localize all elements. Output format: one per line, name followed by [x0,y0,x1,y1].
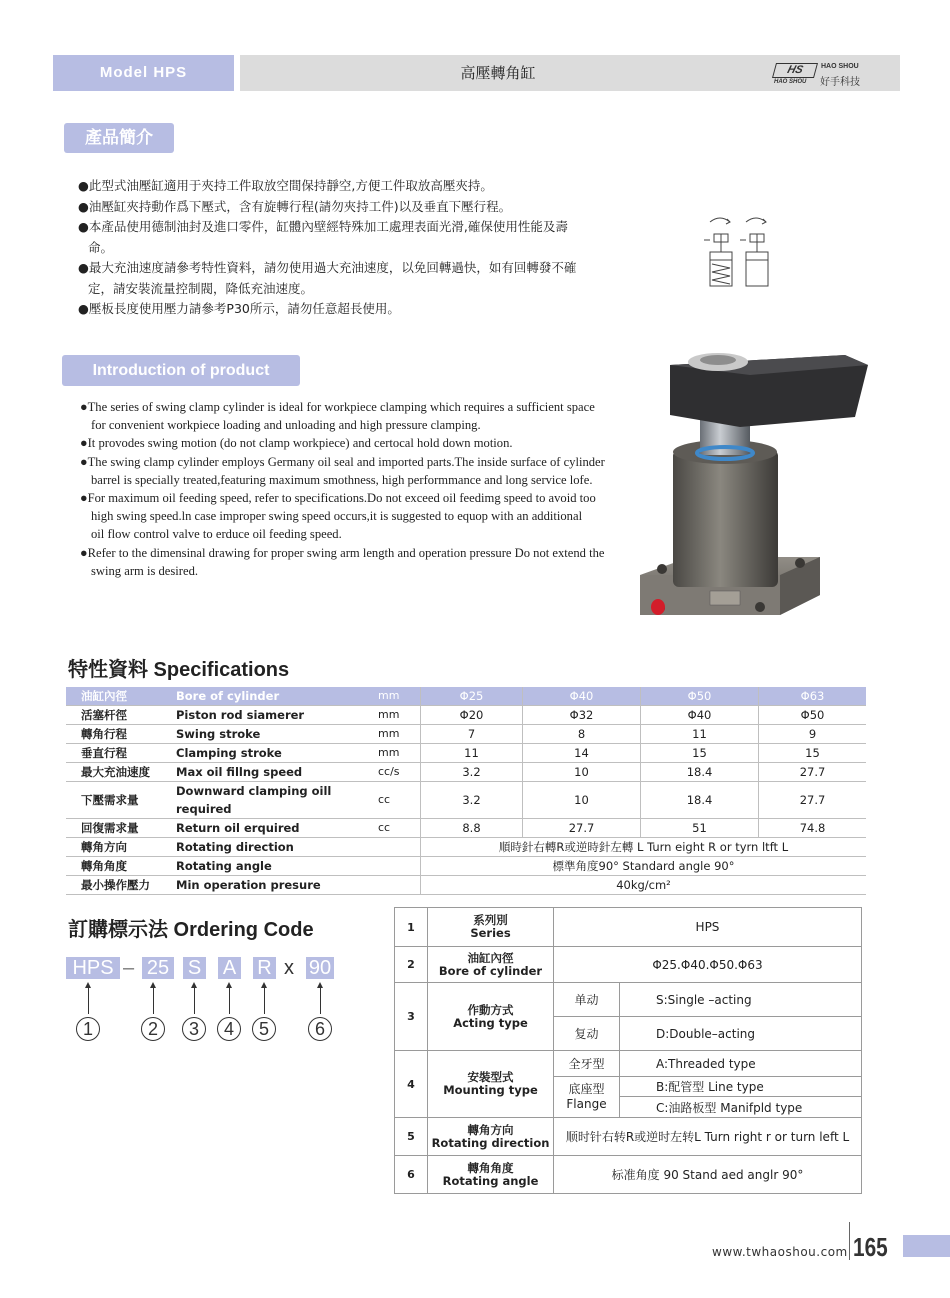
spec-value: 15 [759,744,867,763]
ordering-row [395,947,862,983]
ordering-value: Φ25.Φ40.Φ50.Φ63 [554,947,862,983]
spec-label-en: Return oil erquired [176,819,378,838]
spec-value: 74.8 [759,819,867,838]
code-dash: – [123,957,135,979]
intro-zh-item: ●油壓缸夾持動作爲下壓式，含有旋轉行程(請勿夾持工件)以及垂直下壓行程。 [78,198,512,214]
spec-label-zh: 垂直行程 [66,744,176,763]
logo-en: HAO SHOU [821,63,859,70]
ordering-sub: 底座型 [568,1082,605,1096]
ordering-value: 顺时针右转R或逆时左转L Turn right r or turn left L [554,1118,862,1156]
arrow-up-icon [194,986,195,1014]
spec-bore: Φ25 [421,687,523,706]
ordering-name-en: Mounting type [443,1083,538,1097]
spec-value: 51 [641,819,759,838]
spec-bore: Φ50 [641,687,759,706]
logo-sub: HAO SHOU [774,79,807,85]
spec-label-en: Swing stroke [176,725,378,744]
spec-bore: Φ40 [523,687,641,706]
spec-value: 27.7 [759,782,867,819]
spec-unit: mm [378,744,421,763]
ordering-option: A:Threaded type [620,1051,862,1077]
spec-value: 11 [641,725,759,744]
code-mounting: A [218,957,241,979]
intro-zh-heading: 產品簡介 [64,123,174,153]
spec-label-en: Rotating direction [176,838,378,857]
spec-value: 18.4 [641,763,759,782]
spec-label-zh: 轉角角度 [66,857,176,876]
spec-label-zh: 回復需求量 [66,819,176,838]
ordering-row [395,1118,862,1156]
code-angle: 90 [306,957,334,979]
model-label: Model HPS [53,55,234,91]
intro-en-heading: Introduction of product [62,355,300,386]
spec-value: 3.2 [421,782,523,819]
spec-label-en: Max oil fillng speed [176,763,378,782]
spec-label-zh: 活塞杆徑 [66,706,176,725]
code-acting: S [183,957,206,979]
ordering-option: S:Single –acting [620,983,862,1017]
spec-value: 8 [523,725,641,744]
spec-value: 40kg/cm² [421,876,867,895]
spec-label-en: Bore of cylinder [176,687,378,706]
intro-en-item: ●Refer to the dimensinal drawing for proper swing arm length and operation pressure Do not extend the swing arm is desired. [80,545,605,578]
spec-label-zh: 下壓需求量 [66,782,176,819]
specs-table [66,687,866,895]
spec-value: 10 [523,782,641,819]
spec-value: 7 [421,725,523,744]
specs-header-row [66,687,866,706]
spec-value: 10 [523,763,641,782]
code-index-circle: 6 [308,1017,332,1041]
ordering-value: 标准角度 90 Stand aed anglr 90° [554,1156,862,1194]
code-index-circle: 4 [217,1017,241,1041]
ordering-name-zh: 安裝型式 [467,1070,514,1084]
ordering-name-zh: 油缸內徑 [467,950,514,965]
logo-zh: 好手科技 [820,77,860,88]
ordering-option: C:油路板型 Manifpld type [620,1097,862,1118]
ordering-name-zh: 作動方式 [467,1002,514,1017]
intro-en-list [80,398,610,580]
spec-row [66,763,866,782]
swing-clamp-cylinder-image [630,345,875,650]
spec-value: 18.4 [641,782,759,819]
spec-value: Φ40 [641,706,759,725]
ordering-name-zh: 轉角角度 [467,1160,514,1175]
spec-row [66,706,866,725]
spec-row [66,876,866,895]
spec-value: 27.7 [759,763,867,782]
ordering-num: 2 [395,947,428,983]
spec-value: 8.8 [421,819,523,838]
spec-unit: mm [378,687,421,706]
spec-unit: cc [378,782,421,819]
spec-label-zh: 最小操作壓力 [66,876,176,895]
ordering-option: B:配管型 Line type [620,1077,862,1097]
code-bore: 25 [142,957,174,979]
ordering-num: 6 [395,1156,428,1194]
arrow-up-icon [229,986,230,1014]
intro-zh-item: ●最大充油速度請參考特性資料，請勿使用過大充油速度，以免回轉過快，如有回轉發不確定，請安裝流量控制閥，降低充油速度。 [78,260,577,296]
spec-unit: cc/s [378,763,421,782]
spec-row [66,857,866,876]
ordering-sub-en: Flange [566,1097,607,1111]
code-series: HPS [66,957,120,979]
spec-value: 27.7 [523,819,641,838]
spec-label-en: Clamping stroke [176,744,378,763]
spec-unit: cc [378,819,421,838]
spec-unit: mm [378,725,421,744]
spec-value: 標準角度90° Standard angle 90° [421,857,867,876]
code-x: x [284,957,294,979]
ordering-num: 3 [395,983,428,1051]
spec-row [66,838,866,857]
spec-value: 15 [641,744,759,763]
code-index-circle: 5 [252,1017,276,1041]
ordering-option: D:Double–acting [620,1017,862,1051]
ordering-name-en: Series [470,926,511,940]
hydraulic-symbol-icon [700,210,780,290]
spec-value: Φ50 [759,706,867,725]
ordering-name-zh: 轉角方向 [467,1122,514,1137]
ordering-sub: 全牙型 [554,1051,620,1077]
intro-zh-item: ●此型式油壓缸適用于夾持工件取放空間保持靜空,方便工件取放高壓夾持。 [78,178,493,193]
ordering-row [395,908,862,947]
spec-bore: Φ63 [759,687,867,706]
ordering-code [66,957,346,983]
spec-row [66,744,866,763]
ordering-name-zh: 系列別 [473,913,508,927]
footer-accent-tab [903,1235,950,1257]
arrow-up-icon [153,986,154,1014]
spec-label-en: Piston rod siamerer [176,706,378,725]
spec-row [66,819,866,838]
spec-label-zh: 最大充油速度 [66,763,176,782]
spec-row [66,725,866,744]
spec-label-zh: 轉角行程 [66,725,176,744]
logo-mark: HS [772,63,818,78]
spec-label-en: Rotating angle [176,857,378,876]
spec-value: 9 [759,725,867,744]
code-direction: R [253,957,276,979]
ordering-sub: 单动 [554,983,620,1017]
intro-zh-list [78,176,598,320]
arrow-up-icon [264,986,265,1014]
spec-label-en: Min operation presure [176,876,378,895]
arrow-up-icon [88,986,89,1014]
intro-zh-item: ●本產品使用德制油封及進口零件，缸體內壁經特殊加工處理表面光滑,確保使用性能及壽命。 [78,219,568,255]
specs-title: 特性資料 Specifications [68,659,290,681]
intro-en-item: ●For maximum oil feeding speed, refer to specifications.Do not exceed oil feedimg speed to avoid too high swing speed.ln case improper swing speed occurs,it is suggested to equop with an additional oil flow control valve to erduce oil feeding speed. [80,491,596,542]
ordering-value: HPS [554,908,862,947]
spec-label-zh: 轉角方向 [66,838,176,857]
ordering-name-en: Rotating angle [442,1173,539,1188]
code-index-circle: 3 [182,1017,206,1041]
ordering-num: 1 [395,908,428,947]
page-title: 高壓轉角缸 [460,64,536,82]
ordering-name-en: Bore of cylinder [438,963,543,978]
spec-unit: mm [378,706,421,725]
spec-value: 順時針右轉R或逆時針左轉 L Turn eight R or tyrn ltft L [421,838,867,857]
intro-en-item: ●It provodes swing motion (do not clamp workpiece) and certocal hold down motion. [80,436,513,451]
ordering-row [395,1156,862,1194]
code-index-circle: 2 [141,1017,165,1041]
page-number: 165 [853,1232,888,1262]
intro-zh-item: ●壓板長度使用壓力請參考P30所示，請勿任意超長使用。 [78,301,400,316]
spec-value: 3.2 [421,763,523,782]
ordering-table [394,907,862,1194]
ordering-row [395,983,862,1017]
ordering-title: 訂購標示法 Ordering Code [68,919,314,941]
ordering-num: 4 [395,1051,428,1118]
ordering-name-en: Acting type [453,1015,528,1030]
spec-label-zh: 油缸內徑 [66,687,176,706]
spec-value: Φ20 [421,706,523,725]
ordering-num: 5 [395,1118,428,1156]
footer-divider [849,1222,850,1260]
intro-en-item: ●The series of swing clamp cylinder is ideal for workpiece clamping which requires a sufficient space for convenient workpiece loading and unloading and high pressure clamping. [80,400,595,433]
spec-value: 11 [421,744,523,763]
ordering-sub: 复动 [554,1017,620,1051]
footer-url: www.twhaoshou.com [712,1245,848,1259]
spec-row [66,782,866,819]
code-index-circle: 1 [76,1017,100,1041]
brand-logo [774,60,874,88]
spec-value: Φ32 [523,706,641,725]
ordering-name-en: Rotating direction [431,1135,550,1150]
spec-value: 14 [523,744,641,763]
ordering-row [395,1051,862,1077]
arrow-up-icon [320,986,321,1014]
spec-label-en: Downward clamping oill required [176,782,378,819]
intro-en-item: ●The swing clamp cylinder employs Germany oil seal and imported parts.The inside surface of cylinder barrel is specially treated,featuring maximum smothness, high performmance and long service lofe. [80,454,605,487]
